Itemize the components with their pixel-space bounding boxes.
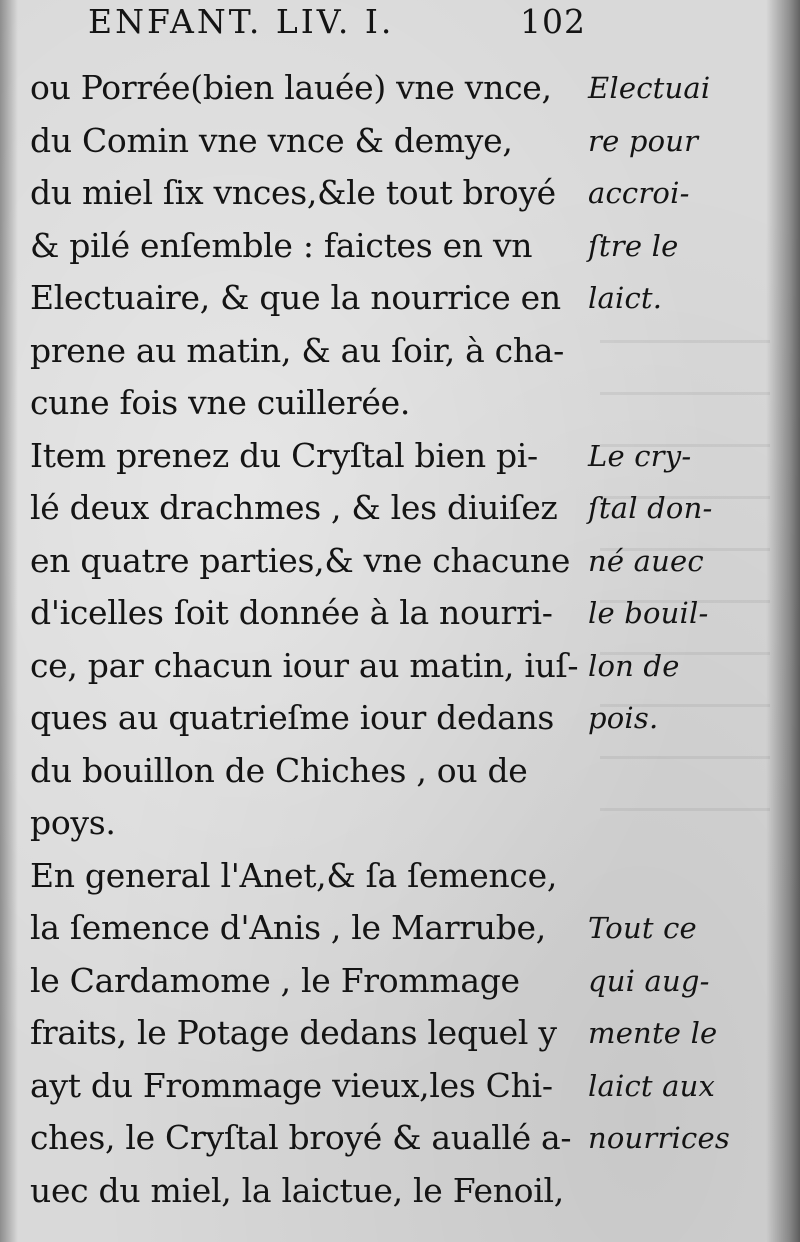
margin-note-line <box>588 325 768 378</box>
margin-note-line: Tout ce <box>588 911 697 945</box>
margin-note-line: pois. <box>588 701 659 735</box>
text-line: uec du miel, la laictue, le Fenoil, <box>30 1170 564 1210</box>
text-line: cune fois vne cuillerée. <box>30 383 411 422</box>
text-line: ce, par chacun iour au matin, iuſ- <box>30 645 579 685</box>
margin-note-line: ſtre le <box>588 228 679 263</box>
running-header <box>88 2 608 42</box>
margin-note-line <box>588 1165 768 1218</box>
text-line: prene au matin, & au ſoir, à cha- <box>30 330 565 370</box>
text-line: en quatre parties,& vne chacune <box>30 540 571 580</box>
text-line: ou Porrée(bien lauée) vne vnce, <box>30 68 552 107</box>
text-line: poys. <box>30 803 116 842</box>
text-line: lé deux drachmes , & les diuiſez <box>30 488 558 527</box>
margin-note-line: ſtal don- <box>588 491 713 525</box>
margin-note-line: accroi- <box>588 176 690 210</box>
margin-note-line: Le cry- <box>588 438 692 473</box>
text-line: fraits, le Potage dedans lequel y <box>30 1013 557 1052</box>
text-line: du bouillon de Chiches , ou de <box>30 750 528 790</box>
text-line: En general l'Anet,& ſa ſemence, <box>30 855 558 895</box>
margin-note-line: re pour <box>588 123 699 158</box>
page-number: 102 <box>520 2 586 41</box>
margin-note-line: le bouil- <box>588 596 709 630</box>
margin-note-line <box>588 850 768 903</box>
text-line: d'icelles ſoit donnée à la nourri- <box>30 593 553 632</box>
running-title: ENFANT. LIV. I. <box>88 2 395 41</box>
text-line: du miel ſix vnces,&le tout broyé <box>30 173 556 212</box>
gutter-shadow <box>766 0 800 1242</box>
text-line: ches, le Cryſtal broyé & auallé a- <box>30 1118 572 1157</box>
margin-note-line: Electuai <box>588 71 711 105</box>
margin-note-line: laict. <box>588 281 663 315</box>
text-line: Item prenez du Cryſtal bien pi- <box>30 435 538 475</box>
text-line: ayt du Frommage vieux,les Chi- <box>30 1065 553 1105</box>
margin-note-line: né auec <box>588 543 704 578</box>
text-line: Electuaire, & que la nourrice en <box>30 278 561 317</box>
margin-note-line: lon de <box>588 648 680 683</box>
margin-note-line: laict aux <box>588 1068 716 1103</box>
text-line: du Comin vne vnce & demye, <box>30 120 513 160</box>
text-line: & pilé enſemble : faictes en vn <box>30 225 533 265</box>
margin-note-line <box>588 745 768 798</box>
text-line: la ſemence d'Anis , le Marrube, <box>30 908 546 947</box>
margin-note-line <box>588 797 768 850</box>
page-edge-shadow <box>0 0 18 1242</box>
text-line: ques au quatrieſme iour dedans <box>30 698 555 737</box>
margin-note-line: mente le <box>588 1016 718 1050</box>
text-line: le Cardamome , le Frommage <box>30 960 520 1000</box>
margin-note-line <box>588 377 768 430</box>
margin-notes-column <box>588 62 768 1217</box>
margin-note-line: nourrices <box>588 1121 730 1155</box>
margin-note-line: qui aug- <box>588 963 710 998</box>
main-text-column <box>30 62 590 1217</box>
